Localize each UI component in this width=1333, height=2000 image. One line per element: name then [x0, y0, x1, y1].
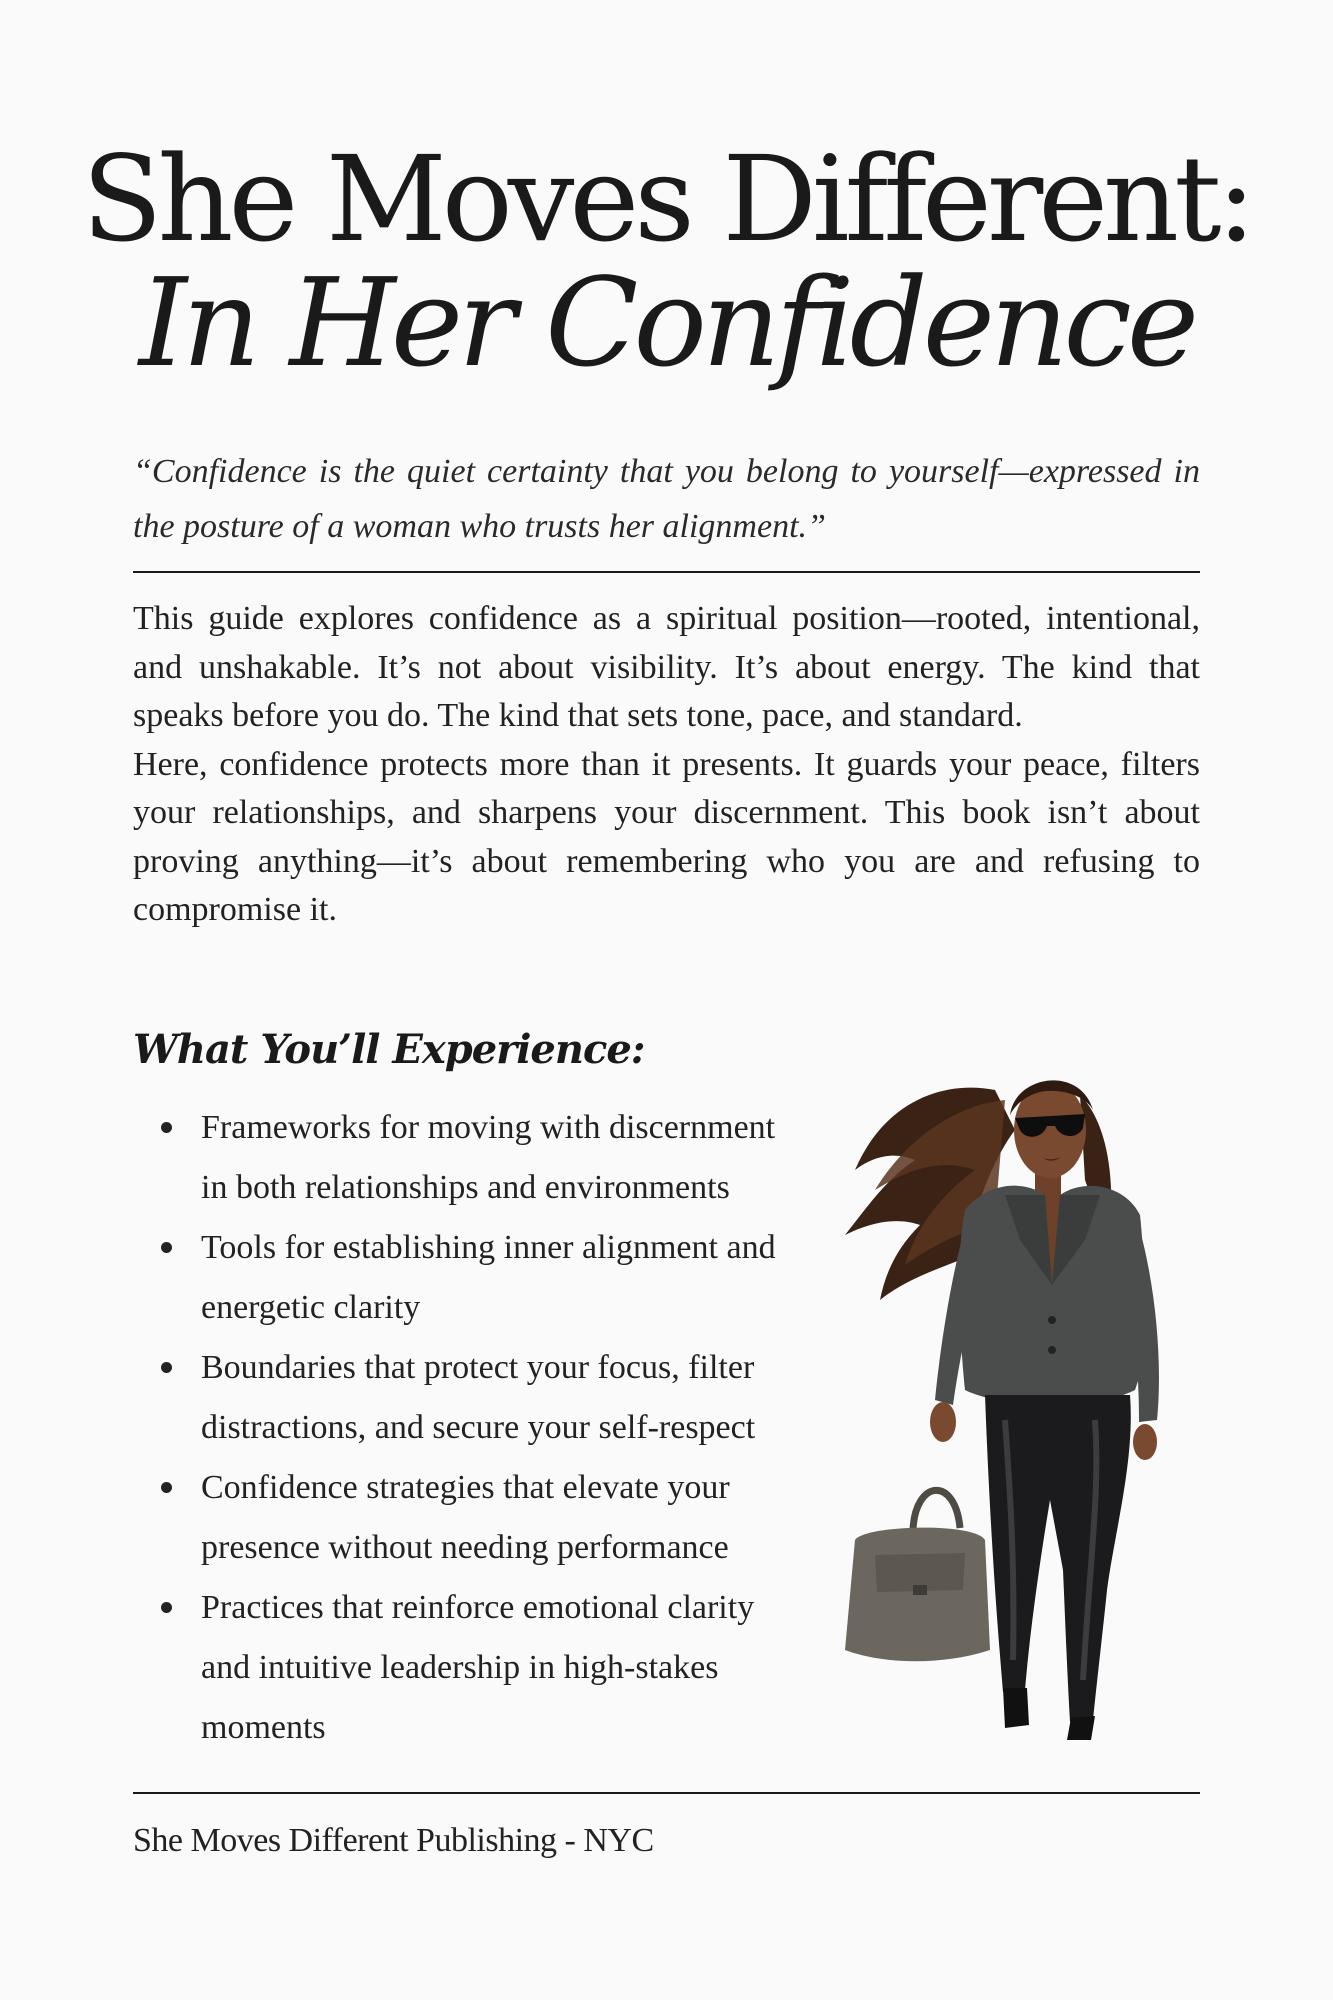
list-item-line: energetic clarity: [201, 1289, 421, 1326]
blazer-button: [1048, 1316, 1056, 1324]
list-item: [133, 1458, 873, 1578]
description-paragraph-1: This guide explores confidence as a spiritual position—rooted, intentional, and unshakable. It’s not about visibility. It’s about energy. The kind that speaks before you do. The kind that sets tone, pace, and standard.: [133, 600, 1200, 734]
epigraph-quote: “Confidence is the quiet certainty that you belong to yourself—expressed in the posture of a woman who trusts her alignment.”: [133, 453, 1200, 545]
list-item-line: in both relationships and environments: [201, 1169, 730, 1206]
title-subtitle: In Her Confidence: [138, 252, 1195, 394]
list-item-line: Boundaries that protect your focus, filter: [201, 1349, 755, 1386]
list-item-line: Confidence strategies that elevate your: [201, 1469, 730, 1506]
list-item-line: presence without needing performance: [201, 1529, 729, 1566]
publisher-footer: She Moves Different Publishing - NYC: [133, 1822, 654, 1859]
hand-left: [930, 1402, 956, 1442]
list-item: [133, 1578, 873, 1758]
bullet-dot-icon: [161, 1242, 172, 1253]
boot-right: [1067, 1716, 1095, 1740]
list-item-line: Frameworks for moving with discernment: [201, 1109, 776, 1146]
list-item: [133, 1218, 873, 1338]
list-item-line: Tools for establishing inner alignment and: [201, 1229, 776, 1266]
blazer-button: [1048, 1346, 1056, 1354]
experience-list: [133, 1098, 873, 1758]
list-item: [133, 1338, 873, 1458]
list-item-line: distractions, and secure your self-respect: [201, 1409, 756, 1446]
divider-top: [133, 571, 1200, 573]
description-paragraph-2: Here, confidence protects more than it presents. It guards your peace, filters your relationships, and sharpens your discernment. This book isn’t about proving anything—it’s about remembering who you are and refusing to compromise it.: [133, 745, 1200, 928]
boot-left: [1003, 1688, 1029, 1728]
experience-heading: What You’ll Experience:: [133, 1026, 645, 1073]
list-item-line: moments: [201, 1709, 326, 1746]
description: [133, 595, 1200, 935]
divider-bottom: [133, 1792, 1200, 1794]
hand-right: [1133, 1424, 1157, 1460]
bullet-dot-icon: [161, 1122, 172, 1133]
bullet-dot-icon: [161, 1602, 172, 1613]
bullet-dot-icon: [161, 1482, 172, 1493]
bag-handle: [913, 1490, 960, 1530]
bullet-dot-icon: [161, 1362, 172, 1373]
title-main: She Moves Different:: [81, 130, 1252, 268]
list-item: [133, 1098, 873, 1218]
list-item-line: Practices that reinforce emotional clarity: [201, 1589, 755, 1626]
bag-clasp: [913, 1585, 927, 1595]
woman-walking-illustration: [845, 1060, 1205, 1740]
list-item-line: and intuitive leadership in high-stakes: [201, 1649, 719, 1686]
